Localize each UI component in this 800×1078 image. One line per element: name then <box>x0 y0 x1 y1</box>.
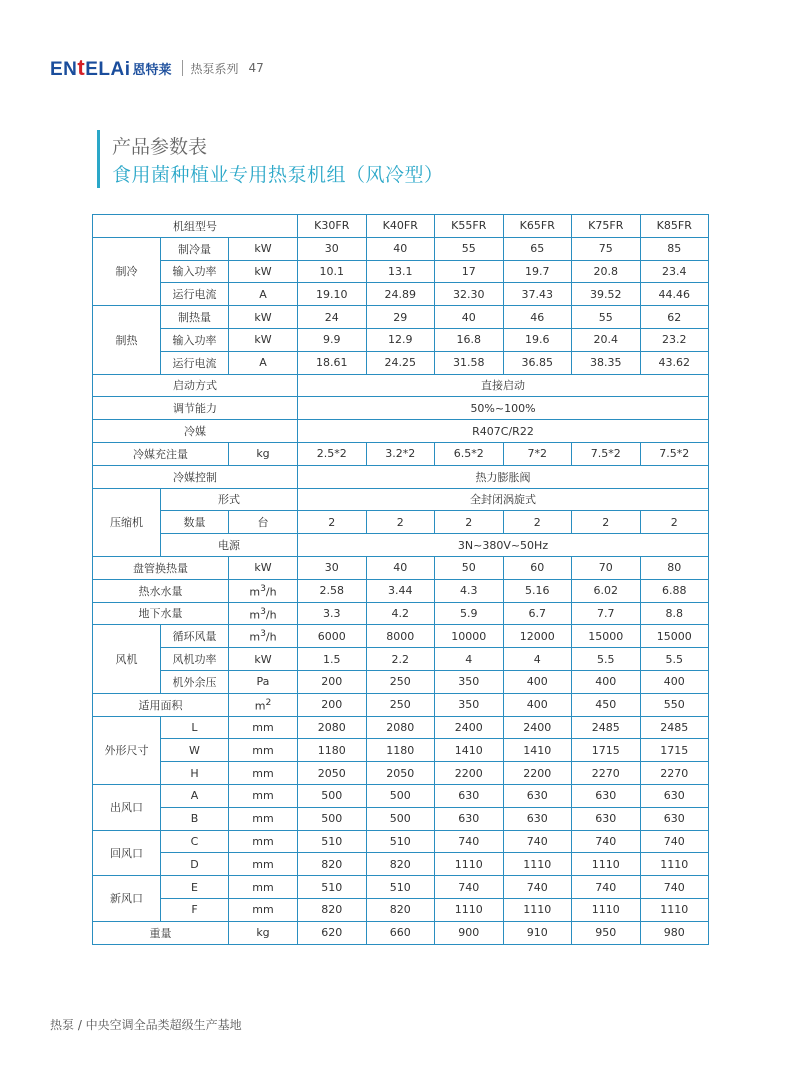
unit-cell: $m^3/h$ <box>229 625 298 648</box>
table-row <box>93 283 709 306</box>
value-cell: 1410 <box>503 739 572 762</box>
group-label: 回风口 <box>93 830 161 876</box>
group-label: 制冷 <box>93 237 161 305</box>
value-cell: 30 <box>298 237 367 260</box>
unit-cell: mm <box>229 716 298 739</box>
value-cell: 740 <box>435 876 504 899</box>
value-cell: 6.7 <box>503 602 572 625</box>
unit-cell: mm <box>229 853 298 876</box>
value-cell: 630 <box>503 807 572 830</box>
value-cell: 1110 <box>435 853 504 876</box>
unit-cell: $m^3/h$ <box>229 602 298 625</box>
value-cell: 200 <box>298 670 367 693</box>
value-cell: 740 <box>640 830 709 853</box>
table-row <box>93 784 709 807</box>
value-cell: 1410 <box>435 739 504 762</box>
row-label: 循环风量 <box>161 625 229 648</box>
value-cell: 60 <box>503 556 572 579</box>
value-cell: 23.4 <box>640 260 709 283</box>
value-cell: 19.10 <box>298 283 367 306</box>
model-cell: K55FR <box>435 215 504 238</box>
unit-cell: mm <box>229 876 298 899</box>
value-cell: 20.4 <box>572 328 641 351</box>
value-cell: 37.43 <box>503 283 572 306</box>
value-cell: 8.8 <box>640 602 709 625</box>
table-row <box>93 420 709 443</box>
value-cell: 44.46 <box>640 283 709 306</box>
value-cell: 450 <box>572 693 641 716</box>
value-cell: 620 <box>298 921 367 944</box>
value-cell: 510 <box>298 876 367 899</box>
page-number: 47 <box>248 61 264 75</box>
table-row <box>93 716 709 739</box>
page-header <box>50 55 264 80</box>
value-cell: 250 <box>366 693 435 716</box>
row-label: 冷媒控制 <box>93 465 298 488</box>
value-cell: 5.9 <box>435 602 504 625</box>
value-cell: 500 <box>298 784 367 807</box>
value-cell: 10000 <box>435 625 504 648</box>
value-cell: 400 <box>572 670 641 693</box>
row-label: 电源 <box>161 534 298 557</box>
value-cell: 32.30 <box>435 283 504 306</box>
value-cell: 980 <box>640 921 709 944</box>
value-cell: 740 <box>640 876 709 899</box>
row-label: 重量 <box>93 921 229 944</box>
value-cell: 1715 <box>640 739 709 762</box>
value-cell: 2270 <box>572 762 641 785</box>
table-row <box>93 625 709 648</box>
value-cell: 2400 <box>435 716 504 739</box>
table-row <box>93 511 709 534</box>
unit-cell: $m^2$ <box>229 693 298 716</box>
table-row <box>93 898 709 921</box>
value-cell: 2050 <box>366 762 435 785</box>
value-cell: 55 <box>572 306 641 329</box>
value-cell: 250 <box>366 670 435 693</box>
row-label: 数量 <box>161 511 229 534</box>
unit-cell: A <box>229 283 298 306</box>
value-cell: 2200 <box>435 762 504 785</box>
page-footer: 热泵 / 中央空调全品类超级生产基地 <box>50 1018 242 1032</box>
value-cell: 18.61 <box>298 351 367 374</box>
table-row <box>93 739 709 762</box>
group-label: 制热 <box>93 306 161 374</box>
value-cell: 7.5*2 <box>640 442 709 465</box>
title-accent-bar <box>97 130 100 188</box>
value-cell: 19.6 <box>503 328 572 351</box>
value-cell: 350 <box>435 693 504 716</box>
row-label: F <box>161 898 229 921</box>
row-label: 运行电流 <box>161 283 229 306</box>
value-cell: 630 <box>572 784 641 807</box>
unit-cell: kg <box>229 921 298 944</box>
product-title: 食用菌种植业专用热泵机组（风冷型） <box>112 164 444 186</box>
value-cell: 30 <box>298 556 367 579</box>
value-cell: 6.02 <box>572 579 641 602</box>
value-cell: 740 <box>572 876 641 899</box>
group-label: 新风口 <box>93 876 161 922</box>
value-cell: 75 <box>572 237 641 260</box>
value-cell: 80 <box>640 556 709 579</box>
row-label: 制热量 <box>161 306 229 329</box>
value-cell: 热力膨胀阀 <box>298 465 709 488</box>
table-row <box>93 579 709 602</box>
row-label: 热水水量 <box>93 579 229 602</box>
value-cell: 3.3 <box>298 602 367 625</box>
value-cell: 70 <box>572 556 641 579</box>
value-cell: 9.9 <box>298 328 367 351</box>
value-cell: 2200 <box>503 762 572 785</box>
value-cell: 820 <box>366 853 435 876</box>
table-row <box>93 534 709 557</box>
unit-cell: mm <box>229 784 298 807</box>
unit-cell: kW <box>229 260 298 283</box>
value-cell: 1110 <box>503 853 572 876</box>
table-row <box>93 830 709 853</box>
value-cell: 43.62 <box>640 351 709 374</box>
value-cell: 16.8 <box>435 328 504 351</box>
value-cell: 全封闭涡旋式 <box>298 488 709 511</box>
value-cell: 5.5 <box>572 648 641 671</box>
value-cell: 630 <box>572 807 641 830</box>
value-cell: 12.9 <box>366 328 435 351</box>
value-cell: 24.25 <box>366 351 435 374</box>
value-cell: 500 <box>366 807 435 830</box>
value-cell: 550 <box>640 693 709 716</box>
value-cell: 36.85 <box>503 351 572 374</box>
row-label: C <box>161 830 229 853</box>
value-cell: 2 <box>640 511 709 534</box>
value-cell: 2.58 <box>298 579 367 602</box>
brand-logo: ENtELAi <box>50 55 131 80</box>
value-cell: 5.5 <box>640 648 709 671</box>
value-cell: 900 <box>435 921 504 944</box>
value-cell: 6.88 <box>640 579 709 602</box>
value-cell: 1180 <box>366 739 435 762</box>
value-cell: 62 <box>640 306 709 329</box>
value-cell: 2270 <box>640 762 709 785</box>
model-cell: K40FR <box>366 215 435 238</box>
table-row <box>93 853 709 876</box>
unit-cell: Pa <box>229 670 298 693</box>
value-cell: 8000 <box>366 625 435 648</box>
value-cell: 50%~100% <box>298 397 709 420</box>
value-cell: 10.1 <box>298 260 367 283</box>
row-label: 盘管换热量 <box>93 556 229 579</box>
row-label: L <box>161 716 229 739</box>
value-cell: 740 <box>572 830 641 853</box>
table-row <box>93 602 709 625</box>
row-label: 启动方式 <box>93 374 298 397</box>
brand-logo-cn: 恩特莱 <box>132 62 172 78</box>
value-cell: 15000 <box>640 625 709 648</box>
table-row <box>93 465 709 488</box>
row-label: 地下水量 <box>93 602 229 625</box>
table-row <box>93 807 709 830</box>
value-cell: 740 <box>503 876 572 899</box>
value-cell: 740 <box>435 830 504 853</box>
unit-cell: mm <box>229 807 298 830</box>
series-label: 热泵系列 <box>190 61 239 76</box>
value-cell: 7.5*2 <box>572 442 641 465</box>
value-cell: 4.2 <box>366 602 435 625</box>
section-title: 产品参数表 <box>112 136 208 158</box>
value-cell: 29 <box>366 306 435 329</box>
value-cell: 1715 <box>572 739 641 762</box>
group-label: 出风口 <box>93 784 161 830</box>
value-cell: 2400 <box>503 716 572 739</box>
value-cell: 2080 <box>366 716 435 739</box>
unit-cell: mm <box>229 762 298 785</box>
value-cell: 15000 <box>572 625 641 648</box>
value-cell: 7.7 <box>572 602 641 625</box>
row-label: 运行电流 <box>161 351 229 374</box>
row-label: 机外余压 <box>161 670 229 693</box>
value-cell: 1110 <box>435 898 504 921</box>
spec-table <box>92 214 709 945</box>
value-cell: 820 <box>366 898 435 921</box>
value-cell: 2 <box>366 511 435 534</box>
row-label: B <box>161 807 229 830</box>
value-cell: 7*2 <box>503 442 572 465</box>
row-label: 输入功率 <box>161 260 229 283</box>
value-cell: 1.5 <box>298 648 367 671</box>
table-row <box>93 442 709 465</box>
value-cell: 12000 <box>503 625 572 648</box>
value-cell: 500 <box>298 807 367 830</box>
value-cell: 19.7 <box>503 260 572 283</box>
value-cell: 4 <box>435 648 504 671</box>
unit-cell: mm <box>229 739 298 762</box>
row-label: 冷媒 <box>93 420 298 443</box>
value-cell: 630 <box>435 807 504 830</box>
table-row <box>93 260 709 283</box>
unit-cell: A <box>229 351 298 374</box>
unit-cell: kW <box>229 306 298 329</box>
group-label: 外形尺寸 <box>93 716 161 784</box>
value-cell: 3.44 <box>366 579 435 602</box>
value-cell: 6000 <box>298 625 367 648</box>
value-cell: 910 <box>503 921 572 944</box>
unit-cell: $m^3/h$ <box>229 579 298 602</box>
value-cell: 1110 <box>572 853 641 876</box>
unit-cell: kW <box>229 237 298 260</box>
value-cell: 55 <box>435 237 504 260</box>
table-row <box>93 762 709 785</box>
table-row <box>93 306 709 329</box>
value-cell: 39.52 <box>572 283 641 306</box>
value-cell: 510 <box>366 876 435 899</box>
value-cell: 31.58 <box>435 351 504 374</box>
table-row <box>93 693 709 716</box>
value-cell: 2050 <box>298 762 367 785</box>
table-row <box>93 374 709 397</box>
value-cell: 1110 <box>572 898 641 921</box>
value-cell: 2.2 <box>366 648 435 671</box>
row-label: E <box>161 876 229 899</box>
value-cell: 2080 <box>298 716 367 739</box>
unit-cell: 台 <box>229 511 298 534</box>
value-cell: 40 <box>366 237 435 260</box>
value-cell: 2485 <box>640 716 709 739</box>
value-cell: 65 <box>503 237 572 260</box>
value-cell: 4 <box>503 648 572 671</box>
row-label: 制冷量 <box>161 237 229 260</box>
value-cell: 85 <box>640 237 709 260</box>
value-cell: 660 <box>366 921 435 944</box>
value-cell: 350 <box>435 670 504 693</box>
value-cell: 2 <box>298 511 367 534</box>
group-label: 压缩机 <box>93 488 161 556</box>
table-row <box>93 351 709 374</box>
value-cell: 200 <box>298 693 367 716</box>
unit-cell: kW <box>229 328 298 351</box>
value-cell: 2485 <box>572 716 641 739</box>
value-cell: 630 <box>503 784 572 807</box>
value-cell: 630 <box>640 784 709 807</box>
value-cell: 直接启动 <box>298 374 709 397</box>
value-cell: 4.3 <box>435 579 504 602</box>
value-cell: 17 <box>435 260 504 283</box>
unit-cell: mm <box>229 898 298 921</box>
table-row <box>93 921 709 944</box>
value-cell: 38.35 <box>572 351 641 374</box>
value-cell: 740 <box>503 830 572 853</box>
value-cell: 1110 <box>640 898 709 921</box>
value-cell: 2 <box>503 511 572 534</box>
value-cell: 3N~380V~50Hz <box>298 534 709 557</box>
row-label: 适用面积 <box>93 693 229 716</box>
table-row <box>93 397 709 420</box>
row-label: 形式 <box>161 488 298 511</box>
header-label: 机组型号 <box>93 215 298 238</box>
value-cell: 40 <box>366 556 435 579</box>
value-cell: 50 <box>435 556 504 579</box>
value-cell: 510 <box>366 830 435 853</box>
value-cell: 400 <box>503 670 572 693</box>
row-label: H <box>161 762 229 785</box>
row-label: 输入功率 <box>161 328 229 351</box>
row-label: 调节能力 <box>93 397 298 420</box>
value-cell: 20.8 <box>572 260 641 283</box>
row-label: W <box>161 739 229 762</box>
value-cell: 5.16 <box>503 579 572 602</box>
unit-cell: kg <box>229 442 298 465</box>
value-cell: 46 <box>503 306 572 329</box>
table-row <box>93 237 709 260</box>
value-cell: 630 <box>435 784 504 807</box>
value-cell: 2 <box>435 511 504 534</box>
table-row <box>93 670 709 693</box>
value-cell: 40 <box>435 306 504 329</box>
table-row <box>93 648 709 671</box>
value-cell: 1110 <box>503 898 572 921</box>
model-cell: K65FR <box>503 215 572 238</box>
value-cell: 400 <box>640 670 709 693</box>
model-cell: K85FR <box>640 215 709 238</box>
value-cell: 2 <box>572 511 641 534</box>
value-cell: 2.5*2 <box>298 442 367 465</box>
value-cell: R407C/R22 <box>298 420 709 443</box>
row-label: 冷媒充注量 <box>93 442 229 465</box>
group-label: 风机 <box>93 625 161 693</box>
table-row <box>93 556 709 579</box>
value-cell: 510 <box>298 830 367 853</box>
table-header-row <box>93 215 709 238</box>
value-cell: 13.1 <box>366 260 435 283</box>
value-cell: 950 <box>572 921 641 944</box>
model-cell: K30FR <box>298 215 367 238</box>
value-cell: 820 <box>298 853 367 876</box>
value-cell: 630 <box>640 807 709 830</box>
table-row <box>93 488 709 511</box>
value-cell: 23.2 <box>640 328 709 351</box>
row-label: A <box>161 784 229 807</box>
row-label: 风机功率 <box>161 648 229 671</box>
table-row <box>93 328 709 351</box>
value-cell: 820 <box>298 898 367 921</box>
value-cell: 500 <box>366 784 435 807</box>
value-cell: 1180 <box>298 739 367 762</box>
value-cell: 24.89 <box>366 283 435 306</box>
value-cell: 24 <box>298 306 367 329</box>
table-row <box>93 876 709 899</box>
row-label: D <box>161 853 229 876</box>
model-cell: K75FR <box>572 215 641 238</box>
unit-cell: kW <box>229 648 298 671</box>
unit-cell: kW <box>229 556 298 579</box>
value-cell: 400 <box>503 693 572 716</box>
value-cell: 3.2*2 <box>366 442 435 465</box>
value-cell: 6.5*2 <box>435 442 504 465</box>
unit-cell: mm <box>229 830 298 853</box>
header-divider <box>182 60 183 76</box>
value-cell: 1110 <box>640 853 709 876</box>
